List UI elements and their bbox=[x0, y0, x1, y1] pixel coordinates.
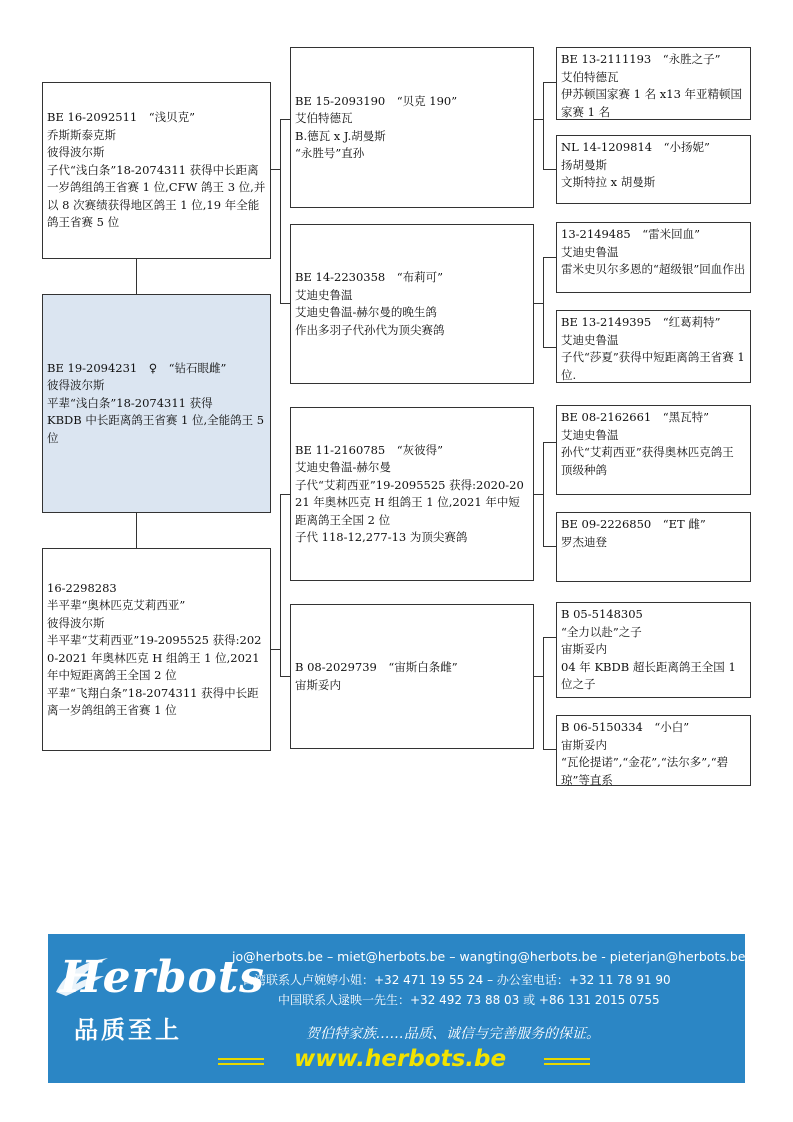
divider-left bbox=[218, 1063, 264, 1065]
subject-box bbox=[42, 294, 271, 513]
ddd-box bbox=[556, 715, 751, 786]
dds-breeder: 宙斯妥内 bbox=[561, 642, 607, 656]
connector bbox=[543, 82, 544, 169]
dss-status: 顶级种鸽 bbox=[561, 462, 607, 477]
sire-owner: 彼得波尔斯 bbox=[47, 145, 105, 160]
sds-box bbox=[556, 222, 751, 293]
email-line: jo@herbots.be – miet@herbots.be – wangting@herbots.be - pieterjan@herbots.be bbox=[232, 949, 745, 964]
sss-ring: BE 13-2111193 “永胜之子” bbox=[561, 52, 721, 66]
dam-notes-1: 半平辈“艾莉西亚”19-2095525 获得:2020-2021 年奥林匹克 H 组鸽王 1 位,2021 年中短距离鸽王全国 2 位 bbox=[47, 633, 262, 682]
connector bbox=[543, 169, 556, 170]
dss-box bbox=[556, 405, 751, 495]
sire-dam-breeder: 艾迪史鲁温 bbox=[295, 287, 353, 302]
dsd-box bbox=[556, 512, 751, 582]
dam-sire-box bbox=[290, 407, 534, 581]
subject-ring: BE 19-2094231 ♀ “钻石眼雌” bbox=[47, 360, 227, 375]
sss-box bbox=[556, 47, 751, 120]
connector bbox=[270, 169, 280, 170]
dam-dam-ring: B 08-2029739 “宙斯白条雌” bbox=[295, 660, 458, 674]
sire-sire-cross: B.德瓦 x J.胡曼斯 bbox=[295, 128, 386, 143]
connector bbox=[543, 257, 556, 258]
dam-sire-notes-1: 子代“艾莉西亚”19-2095525 获得:2020-2021 年奥林匹克 H 组鸽王 1 位,2021 年中短距离鸽王全国 2 位 bbox=[295, 477, 524, 527]
connector bbox=[543, 82, 556, 83]
connector bbox=[543, 749, 556, 750]
sire-dam-notes: 作出多羽子代孙代为顶尖赛鸽 bbox=[295, 322, 445, 337]
connector bbox=[533, 119, 543, 120]
sire-sire-notes: “永胜号”直孙 bbox=[295, 146, 365, 160]
dam-sire-breeder: 艾迪史鲁温-赫尔曼 bbox=[295, 460, 391, 474]
dam-sire-ring: BE 11-2160785 “灰彼得” bbox=[295, 442, 443, 457]
dss-breeder: 艾迪史鲁温 bbox=[561, 427, 619, 442]
connector bbox=[280, 119, 290, 120]
sss-notes: 伊苏顿国家赛 1 名 x13 年亚精顿国家赛 1 名 bbox=[561, 87, 743, 119]
dss-notes: 孙代“艾莉西亚”获得奥林匹克鸽王 bbox=[561, 445, 734, 459]
connector bbox=[543, 637, 544, 749]
connector bbox=[270, 649, 280, 650]
connector bbox=[543, 637, 556, 638]
dam-dam-box bbox=[290, 604, 534, 749]
dam-sire-notes-2: 子代 118-12,277-13 为顶尖赛鸽 bbox=[295, 530, 468, 544]
connector bbox=[136, 512, 137, 548]
connector bbox=[136, 258, 137, 294]
taiwan-contact: 台湾联系人卢婉婷小姐：+32 471 19 55 24 – 办公室电话：+32 11 78 91 90 bbox=[242, 973, 671, 987]
sdd-notes: 子代“莎夏”获得中短距离鸽王省赛 1 位. bbox=[561, 350, 745, 382]
connector bbox=[543, 442, 556, 443]
divider-left bbox=[218, 1058, 264, 1060]
sire-dam-box bbox=[290, 224, 534, 384]
sire-ring: BE 16-2092511 “浅贝克” bbox=[47, 110, 195, 125]
sire-dam-ring: BE 14-2230358 “布莉可” bbox=[295, 270, 443, 284]
website-link[interactable]: www.herbots.be bbox=[294, 1046, 507, 1072]
sss-breeder: 艾伯特德瓦 bbox=[561, 69, 619, 84]
connector bbox=[533, 303, 543, 304]
slogan: 品质至上 bbox=[74, 1016, 182, 1044]
ssd-box bbox=[556, 135, 751, 204]
connector bbox=[533, 676, 543, 677]
tagline: 贺伯特家族……品质、诚信与完善服务的保证。 bbox=[306, 1026, 600, 1042]
connector bbox=[533, 494, 543, 495]
sire-sire-breeder: 艾伯特德瓦 bbox=[295, 111, 353, 125]
sire-dam-origin: 艾迪史鲁温-赫尔曼的晚生鸽 bbox=[295, 305, 437, 319]
connector bbox=[280, 303, 290, 304]
divider-right bbox=[544, 1063, 590, 1065]
subject-sibling: 平辈“浅白条”18-2074311 获得 bbox=[47, 395, 213, 410]
dam-box bbox=[42, 548, 271, 751]
dds-box bbox=[556, 602, 751, 698]
divider-right bbox=[544, 1058, 590, 1060]
dam-owner: 彼得波尔斯 bbox=[47, 615, 105, 630]
dam-relation: 半平辈“奥林匹克艾莉西亚” bbox=[47, 598, 186, 612]
sdd-box bbox=[556, 310, 751, 383]
sds-breeder: 艾迪史鲁温 bbox=[561, 244, 619, 259]
dds-relation: “全力以赴”之子 bbox=[561, 624, 642, 639]
ssd-ring: NL 14-1209814 “小扬妮” bbox=[561, 140, 710, 154]
dsd-breeder: 罗杰迪登 bbox=[561, 534, 607, 549]
dds-notes: 04 年 KBDB 超长距离鸽王全国 1 位之子 bbox=[561, 659, 736, 691]
sds-ring: 13-2149485 “雷米回血” bbox=[561, 227, 700, 241]
dsd-ring: BE 09-2226850 “ET 雌” bbox=[561, 517, 706, 531]
sire-notes: 子代“浅白条”18-2074311 获得中长距离一岁鸽组鸽王省赛 1 位,CFW 鸽王 3 位,并以 8 次赛绩获得地区鸽王 1 位,19 年全能鸽王省赛 5 位 bbox=[47, 162, 266, 230]
dam-dam-breeder: 宙斯妥内 bbox=[295, 677, 341, 692]
sds-notes: 雷米史贝尔多恩的“超级银”回血作出 bbox=[561, 262, 746, 276]
connector bbox=[543, 546, 556, 547]
connector bbox=[280, 676, 290, 677]
connector bbox=[280, 494, 281, 676]
sire-box bbox=[42, 82, 271, 259]
herbots-logo: Herbots bbox=[60, 952, 265, 1003]
dam-notes-2: 平辈“飞翔白条”18-2074311 获得中长距离一岁鸽组鸽王省赛 1 位 bbox=[47, 685, 259, 717]
connector bbox=[543, 257, 544, 347]
ddd-ring: B 06-5150334 “小白” bbox=[561, 720, 690, 734]
ssd-notes: 文斯特拉 x 胡曼斯 bbox=[561, 175, 656, 189]
dam-ring: 16-2298283 bbox=[47, 580, 117, 595]
ddd-notes: “瓦伦提诺”,“金花”,“法尔多”,“碧琼”等直系 bbox=[561, 755, 729, 787]
connector bbox=[280, 494, 290, 495]
sdd-ring: BE 13-2149395 “红葛莉特” bbox=[561, 315, 721, 329]
connector bbox=[280, 119, 281, 303]
dss-ring: BE 08-2162661 “黑瓦特” bbox=[561, 410, 709, 424]
connector bbox=[543, 347, 556, 348]
sire-sire-ring: BE 15-2093190 “贝克 190” bbox=[295, 93, 458, 108]
connector bbox=[543, 442, 544, 546]
sdd-breeder: 艾迪史鲁温 bbox=[561, 332, 619, 347]
ssd-breeder: 扬胡曼斯 bbox=[561, 157, 607, 172]
china-contact: 中国联系人逯映一先生：+32 492 73 88 03 或 +86 131 2015 0755 bbox=[278, 993, 660, 1007]
dds-ring: B 05-5148305 bbox=[561, 607, 643, 621]
ddd-breeder: 宙斯妥内 bbox=[561, 737, 607, 752]
contact-banner bbox=[48, 934, 745, 1083]
subject-owner: 彼得波尔斯 bbox=[47, 378, 105, 393]
subject-notes: KBDB 中长距离鸽王省赛 1 位,全能鸽王 5 位 bbox=[47, 413, 265, 445]
sire-breeder: 乔斯斯泰克斯 bbox=[47, 127, 116, 142]
sire-sire-box bbox=[290, 47, 534, 208]
